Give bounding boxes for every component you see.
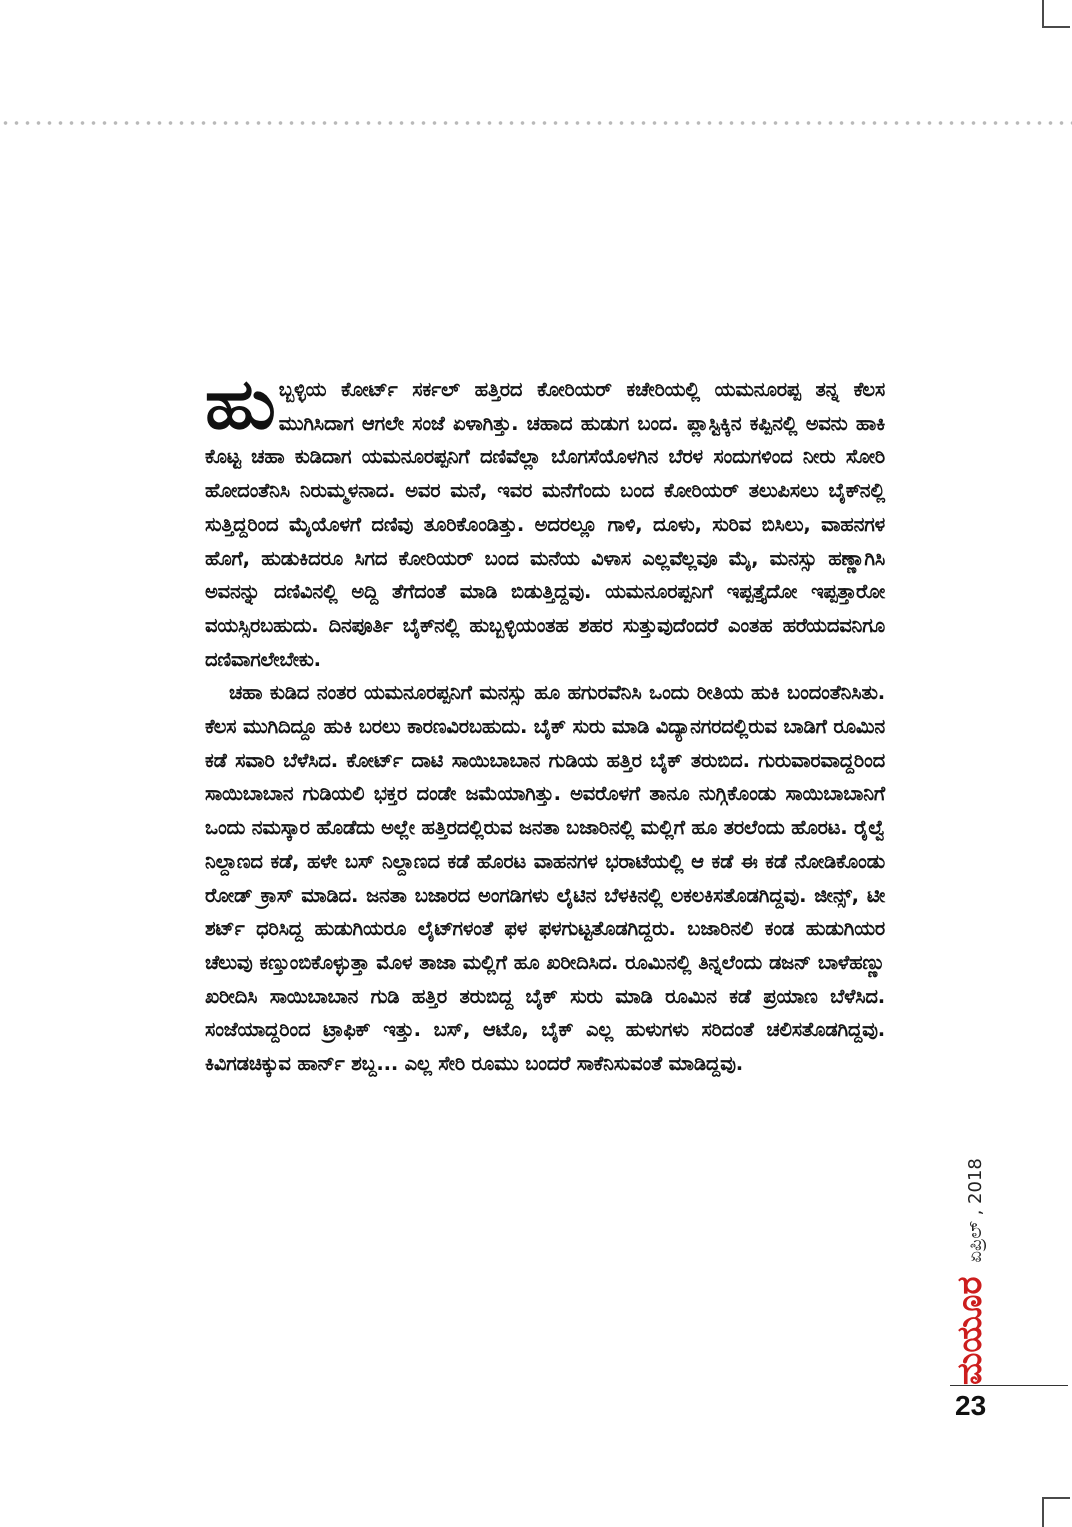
- dotted-divider: [0, 120, 1072, 126]
- magazine-name: ಮಯೂರ: [950, 1276, 990, 1385]
- crop-mark-bottom: [1042, 1497, 1070, 1527]
- magazine-sidebar: [950, 1158, 990, 1385]
- paragraph-1-text: ಬ್ಬಳ್ಳಿಯ ಕೋರ್ಟ್ ಸರ್ಕಲ್ ಹತ್ತಿರದ ಕೋರಿಯರ್ ಕಚೇರಿಯಲ್ಲಿ ಯಮನೂರಪ್ಪ ತನ್ನ ಕೆಲಸ ಮುಗಿಸಿದಾಗ ಆಗಲೇ ಸಂಜೆ ಏಳಾಗಿತ್ತು. ಚಹಾದ ಹುಡುಗ ಬಂದ. ಪ್ಲಾಸ್ಟಿಕ್ಕಿನ ಕಪ್ಪಿನಲ್ಲಿ ಅವನು ಹಾಕಿ ಕೊಟ್ಟ ಚಹಾ ಕುಡಿದಾಗ ಯಮನೂರಪ್ಪನಿಗೆ ದಣಿವೆಲ್ಲಾ ಬೊಗಸೆಯೊಳಗಿನ ಬೆರಳ ಸಂದುಗಳಿಂದ ನೀರು ಸೋರಿ ಹೋದಂತೆನಿಸಿ ನಿರುಮ್ಮಳನಾದ. ಅವರ ಮನೆ, ಇವರ ಮನೆಗೆಂದು ಬಂದ ಕೋರಿಯರ್ ತಲುಪಿಸಲು ಬೈಕ್‍ನಲ್ಲಿ ಸುತ್ತಿದ್ದರಿಂದ ಮೈಯೊಳಗೆ ದಣಿವು ತೂರಿಕೊಂಡಿತ್ತು. ಅದರಲ್ಲೂ ಗಾಳಿ, ದೂಳು, ಸುರಿವ ಬಿಸಿಲು, ವಾಹನಗಳ ಹೊಗೆ, ಹುಡುಕಿದರೂ ಸಿಗದ ಕೋರಿಯರ್ ಬಂದ ಮನೆಯ ವಿಳಾಸ ಎಲ್ಲವೆಲ್ಲವೂ ಮೈ, ಮನಸ್ಸು ಹಣ್ಣಾಗಿಸಿ ಅವನನ್ನು ದಣಿವಿನಲ್ಲಿ ಅದ್ದಿ ತೆಗೆದಂತೆ ಮಾಡಿ ಬಿಡುತ್ತಿದ್ದವು. ಯಮನೂರಪ್ಪನಿಗೆ ಇಪ್ಪತ್ತೈದೋ ಇಪ್ಪತ್ತಾರೋ ವಯಸ್ಸಿರಬಹುದು. ದಿನಪೂರ್ತಿ ಬೈಕ್‍ನಲ್ಲಿ ಹುಬ್ಬಳ್ಳಿಯಂತಹ ಶಹರ ಸುತ್ತುವುದೆಂದರೆ ಎಂತಹ ಹರೆಯದವನಿಗೂ ದಣಿವಾಗಲೇಬೇಕು.: [205, 378, 885, 671]
- paragraph-1: [205, 363, 885, 676]
- drop-cap: ಹು: [205, 363, 273, 445]
- article-body: [205, 363, 885, 1081]
- page-number: 23: [955, 1390, 987, 1421]
- paragraph-2: ಚಹಾ ಕುಡಿದ ನಂತರ ಯಮನೂರಪ್ಪನಿಗೆ ಮನಸ್ಸು ಹೂ ಹಗುರವೆನಿಸಿ ಒಂದು ರೀತಿಯ ಹುಕಿ ಬಂದಂತೆನಿಸಿತು. ಕೆಲಸ ಮುಗಿದಿದ್ದೂ ಹುಕಿ ಬರಲು ಕಾರಣವಿರಬಹುದು. ಬೈಕ್ ಸುರು ಮಾಡಿ ವಿದ್ಯಾನಗರದಲ್ಲಿರುವ ಬಾಡಿಗೆ ರೂಮಿನ ಕಡೆ ಸವಾರಿ ಬೆಳೆಸಿದ. ಕೋರ್ಟ್ ದಾಟಿ ಸಾಯಿಬಾಬಾನ ಗುಡಿಯ ಹತ್ತಿರ ಬೈಕ್ ತರುಬಿದ. ಗುರುವಾರವಾದ್ದರಿಂದ ಸಾಯಿಬಾಬಾನ ಗುಡಿಯಲಿ ಭಕ್ತರ ದಂಡೇ ಜಮೆಯಾಗಿತ್ತು. ಅವರೊಳಗೆ ತಾನೂ ನುಗ್ಗಿಕೊಂಡು ಸಾಯಿಬಾಬಾನಿಗೆ ಒಂದು ನಮಸ್ಕಾರ ಹೊಡೆದು ಅಲ್ಲೇ ಹತ್ತಿರದಲ್ಲಿರುವ ಜನತಾ ಬಜಾರಿನಲ್ಲಿ ಮಲ್ಲಿಗೆ ಹೂ ತರಲೆಂದು ಹೊರಟ. ರೈಲ್ವೆ ನಿಲ್ದಾಣದ ಕಡೆ, ಹಳೇ ಬಸ್ ನಿಲ್ದಾಣದ ಕಡೆ ಹೊರಟ ವಾಹನಗಳ ಭರಾಟೆಯಲ್ಲಿ ಆ ಕಡೆ ಈ ಕಡೆ ನೋಡಿಕೊಂಡು ರೋಡ್ ಕ್ರಾಸ್ ಮಾಡಿದ. ಜನತಾ ಬಜಾರದ ಅಂಗಡಿಗಳು ಲೈಟಿನ ಬೆಳಕಿನಲ್ಲಿ ಲಕಲಕಿಸತೊಡಗಿದ್ದವು. ಜೀನ್ಸ್, ಟೀ ಶರ್ಟ್ ಧರಿಸಿದ್ದ ಹುಡುಗಿಯರೂ ಲೈಟ್‍ಗಳಂತೆ ಫಳ ಫಳಗುಟ್ಟತೊಡಗಿದ್ದರು. ಬಜಾರಿನಲಿ ಕಂಡ ಹುಡುಗಿಯರ ಚೆಲುವು ಕಣ್ತುಂಬಿಕೊಳ್ಳುತ್ತಾ ಮೊಳ ತಾಜಾ ಮಲ್ಲಿಗೆ ಹೂ ಖರೀದಿಸಿದ. ರೂಮಿನಲ್ಲಿ ತಿನ್ನಲೆಂದು ಡಜನ್ ಬಾಳೆಹಣ್ಣು ಖರೀದಿಸಿ ಸಾಯಿಬಾಬಾನ ಗುಡಿ ಹತ್ತಿರ ತರುಬಿದ್ದ ಬೈಕ್ ಸುರು ಮಾಡಿ ರೂಮಿನ ಕಡೆ ಪ್ರಯಾಣ ಬೆಳೆಸಿದ. ಸಂಜೆಯಾದ್ದರಿಂದ ಟ್ರಾಫಿಕ್ ಇತ್ತು. ಬಸ್, ಆಟೊ, ಬೈಕ್ ಎಲ್ಲ ಹುಳುಗಳು ಸರಿದಂತೆ ಚಲಿಸತೊಡಗಿದ್ದವು. ಕಿವಿಗಡಚಿಕ್ಕುವ ಹಾರ್ನ್ ಶಬ್ದ... ಎಲ್ಲ ಸೇರಿ ರೂಮು ಬಂದರೆ ಸಾಕೆನಿಸುವಂತೆ ಮಾಡಿದ್ದವು.: [205, 681, 885, 1076]
- issue-date: ಏಪ್ರಿಲ್ , 2018: [965, 1158, 986, 1263]
- crop-mark-top: [1042, 0, 1070, 28]
- folio-divider: [950, 1385, 1068, 1386]
